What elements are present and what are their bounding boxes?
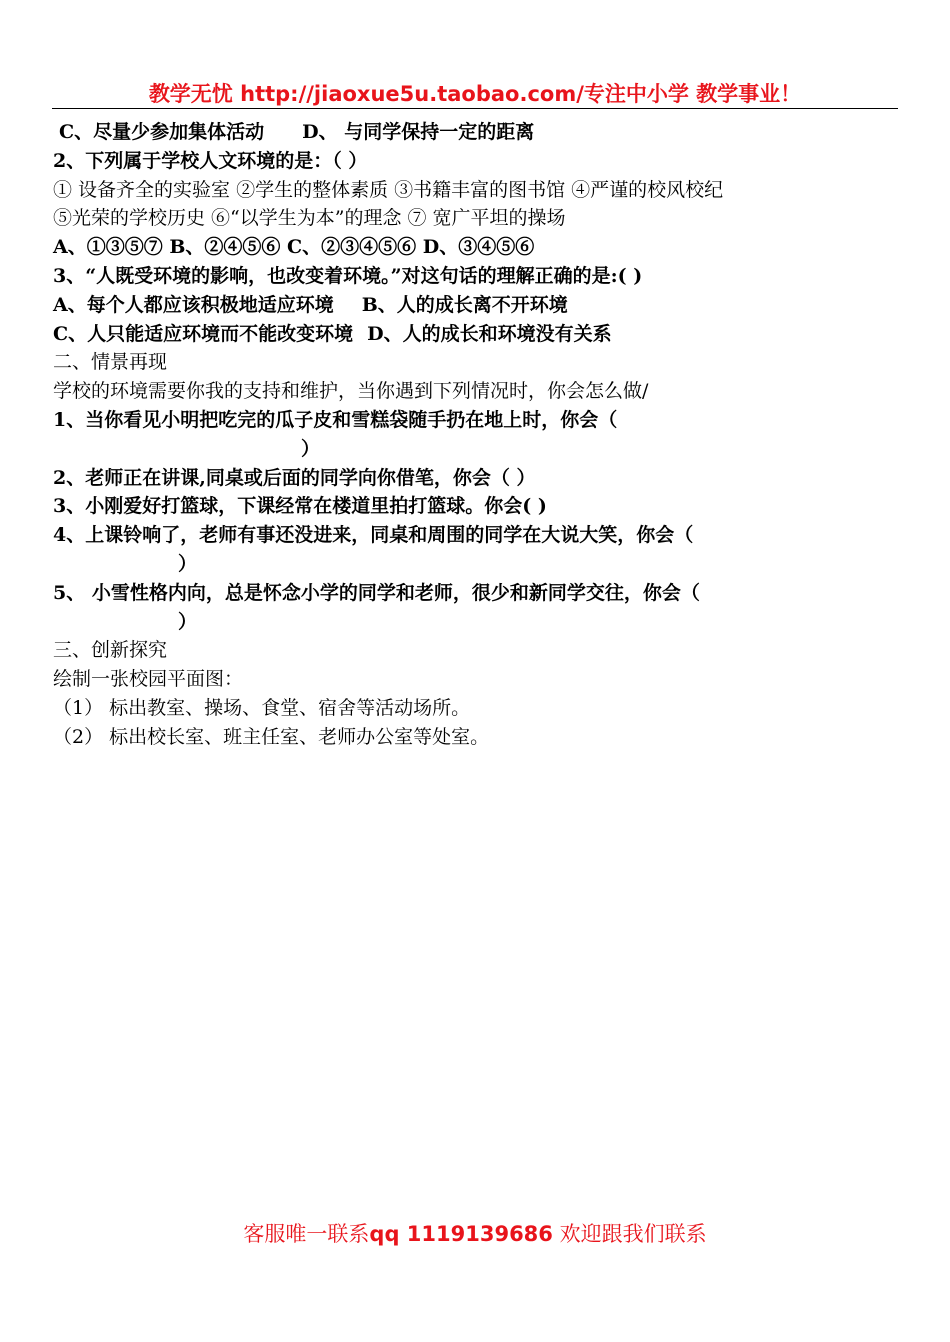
question-3: 3、“人既受环境的影响，也改变着环境。”对这句话的理解正确的是:( ) [53,264,643,287]
footer-contact [0,1218,950,1248]
question-3-options-ab [53,291,903,320]
option-b: B、人的成长离不开环境 [361,293,568,316]
header-banner [52,78,898,108]
section-3-intro: 绘制一张校园平面图： [53,668,244,691]
question-2-items-row2: ⑤光荣的学校历史 ⑥“以学生为本”的理念 ⑦ 宽广平坦的操场 [53,207,566,230]
worksheet-body [53,118,903,752]
option-c: C、人只能适应环境而不能改变环境 [53,322,354,345]
scenario-3: 3、小刚爱好打篮球，下课经常在楼道里拍打篮球。你会( ) [53,495,547,518]
question-3-options-cd [53,320,903,349]
option-d: D、人的成长和环境没有关系 [367,322,612,345]
task-2: （2） 标出校长室、班主任室、老师办公室等处室。 [53,725,490,748]
task-1: （1） 标出教室、操场、食堂、宿舍等活动场所。 [53,696,471,719]
question-2-options: A、①③⑤⑦ B、②④⑤⑥ C、②③④⑤⑥ D、③④⑤⑥ [53,236,535,259]
header-url-link[interactable]: http://jiaoxue5u.taobao.com/ [240,82,584,106]
header-prefix: 教学无忧 [148,81,241,106]
header-suffix: 专注中小学 教学事业！ [583,81,802,106]
scenario-1: 1、当你看见小明把吃完的瓜子皮和雪糕袋随手扔在地上时，你会（ [53,408,618,431]
option-c: C、尽量少参加集体活动 [59,121,265,143]
scenario-1-close: ） [301,437,321,460]
option-d: D、 与同学保持一定的距离 [302,121,535,143]
scenario-2: 2、老师正在讲课,同桌或后面的同学向你借笔，你会（ ） [53,466,536,489]
scenario-5: 5、 小雪性格内向，总是怀念小学的同学和老师，很少和新同学交往，你会（ [53,581,700,604]
scenario-4: 4、上课铃响了，老师有事还没进来，同桌和周围的同学在大说大笑，你会（ [53,524,694,547]
option-a: A、每个人都应该积极地适应环境 [53,293,334,316]
scenario-5-close: ） [178,610,198,633]
question-2: 2、下列属于学校人文环境的是：（ ） [53,149,368,172]
footer-suffix: 欢迎跟我们联系 [552,1222,707,1246]
section-heading-2: 二、情景再现 [53,351,168,374]
section-heading-3: 三、创新探究 [53,639,168,662]
question-2-items-row1: ① 设备齐全的实验室 ②学生的整体素质 ③书籍丰富的图书馆 ④严谨的校风校纪 [53,178,724,201]
section-2-intro: 学校的环境需要你我的支持和维护，当你遇到下列情况时，你会怎么做/ [53,380,649,403]
option-line-c-d [53,118,903,147]
footer-qq-number: qq 1119139686 [369,1222,553,1246]
footer-prefix: 客服唯一联系 [243,1222,370,1246]
header-divider [52,108,898,109]
scenario-4-close: ） [178,552,198,575]
